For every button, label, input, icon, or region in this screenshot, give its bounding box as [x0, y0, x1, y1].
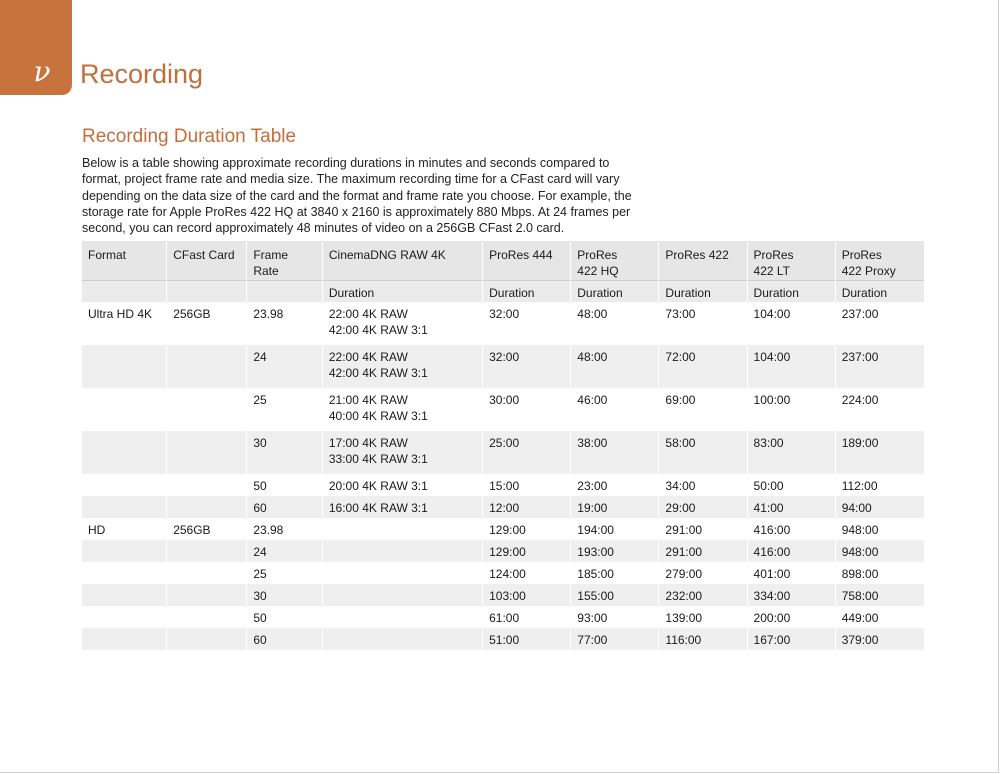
cell-cfast-card [167, 606, 247, 628]
column-header-prores-422: ProRes 422 [659, 241, 747, 280]
table-row [82, 474, 925, 496]
cell-format [82, 431, 167, 474]
cell-format [82, 474, 167, 496]
table-header-row [82, 241, 925, 280]
empty-cell [247, 280, 323, 302]
cell-cinemadng-raw-4k [322, 518, 482, 540]
cell-cfast-card: 256GB [167, 302, 247, 345]
raw-duration-line: 33:00 4K RAW 3:1 [328, 452, 428, 466]
cell-prores-422: 58:00 [659, 431, 747, 474]
table-row [82, 540, 925, 562]
empty-cell [82, 280, 167, 302]
cell-prores-422-proxy: 237:00 [835, 345, 924, 388]
cell-prores-422-hq: 48:00 [571, 302, 659, 345]
duration-label: Duration [483, 280, 571, 302]
cell-prores-444: 32:00 [483, 345, 571, 388]
raw-duration-line: 42:00 4K RAW 3:1 [328, 366, 428, 380]
cell-prores-422: 279:00 [659, 562, 747, 584]
cell-format: HD [82, 518, 167, 540]
cell-frame-rate: 24 [247, 540, 323, 562]
cell-prores-444: 32:00 [483, 302, 571, 345]
cell-cinemadng-raw-4k [322, 562, 482, 584]
cell-frame-rate: 30 [247, 431, 323, 474]
empty-cell [167, 280, 247, 302]
cell-frame-rate: 50 [247, 606, 323, 628]
cell-prores-422-proxy: 758:00 [835, 584, 924, 606]
duration-label: Duration [835, 280, 924, 302]
duration-label: Duration [659, 280, 747, 302]
cell-frame-rate: 23.98 [247, 302, 323, 345]
cell-prores-422: 232:00 [659, 584, 747, 606]
cell-prores-422-hq: 23:00 [571, 474, 659, 496]
cell-prores-444: 103:00 [483, 584, 571, 606]
cell-format [82, 388, 167, 431]
cell-cfast-card [167, 562, 247, 584]
chapter-title: Recording [80, 59, 204, 89]
cell-cinemadng-raw-4k [322, 388, 482, 431]
table-row [82, 431, 925, 474]
cell-prores-444: 124:00 [483, 562, 571, 584]
cell-prores-422-hq: 93:00 [571, 606, 659, 628]
cell-prores-422-lt: 416:00 [747, 540, 835, 562]
cell-frame-rate: 50 [247, 474, 323, 496]
cell-prores-422-proxy: 94:00 [835, 496, 924, 518]
cell-prores-422-proxy: 948:00 [835, 518, 924, 540]
cell-prores-422-lt: 100:00 [747, 388, 835, 431]
cell-prores-422-hq: 46:00 [571, 388, 659, 431]
cell-format: Ultra HD 4K [82, 302, 167, 345]
cell-format [82, 345, 167, 388]
cell-cfast-card [167, 345, 247, 388]
column-header-format: Format [82, 241, 167, 280]
cell-cfast-card [167, 388, 247, 431]
cell-prores-422-lt: 104:00 [747, 302, 835, 345]
cell-cinemadng-raw-4k [322, 302, 482, 345]
cell-prores-444: 61:00 [483, 606, 571, 628]
cell-prores-444: 129:00 [483, 518, 571, 540]
cell-cinemadng-raw-4k [322, 540, 482, 562]
column-header-frame-rate: Frame Rate [247, 241, 323, 280]
cell-prores-422-lt: 334:00 [747, 584, 835, 606]
raw-duration-line: 16:00 4K RAW 3:1 [328, 501, 428, 515]
table-row [82, 518, 925, 540]
cell-prores-422-proxy: 379:00 [835, 628, 924, 650]
recording-duration-table [82, 241, 925, 650]
cell-prores-444: 25:00 [483, 431, 571, 474]
cell-frame-rate: 25 [247, 562, 323, 584]
cell-format [82, 584, 167, 606]
cell-prores-422-lt: 104:00 [747, 345, 835, 388]
column-header-prores-422-proxy: ProRes 422 Proxy [835, 241, 924, 280]
cell-prores-422-lt: 167:00 [747, 628, 835, 650]
cell-prores-422-hq: 194:00 [571, 518, 659, 540]
cell-prores-422: 116:00 [659, 628, 747, 650]
table-row [82, 302, 925, 345]
raw-duration-line: 21:00 4K RAW [328, 393, 408, 407]
cell-cfast-card [167, 540, 247, 562]
cell-prores-422-lt: 200:00 [747, 606, 835, 628]
cell-prores-422-hq: 185:00 [571, 562, 659, 584]
cell-prores-422-lt: 401:00 [747, 562, 835, 584]
raw-duration-line: 40:00 4K RAW 3:1 [328, 409, 428, 423]
column-header-prores-422-lt: ProRes 422 LT [747, 241, 835, 280]
cell-prores-422-hq: 77:00 [571, 628, 659, 650]
cell-prores-422: 69:00 [659, 388, 747, 431]
cell-frame-rate: 60 [247, 496, 323, 518]
cell-prores-422-hq: 19:00 [571, 496, 659, 518]
raw-duration-line: 22:00 4K RAW [328, 307, 408, 321]
table-row [82, 345, 925, 388]
section-title: Recording Duration Table [82, 126, 297, 147]
cell-prores-422: 34:00 [659, 474, 747, 496]
raw-duration-line: 17:00 4K RAW [328, 436, 408, 450]
cell-prores-422-proxy: 224:00 [835, 388, 924, 431]
cell-prores-422-proxy: 449:00 [835, 606, 924, 628]
cell-prores-422: 29:00 [659, 496, 747, 518]
cell-cfast-card [167, 496, 247, 518]
duration-subheader-row [82, 280, 925, 302]
cell-prores-422-proxy: 898:00 [835, 562, 924, 584]
cell-frame-rate: 24 [247, 345, 323, 388]
cell-cinemadng-raw-4k [322, 628, 482, 650]
cell-cfast-card [167, 474, 247, 496]
cell-cfast-card [167, 628, 247, 650]
cell-prores-422-lt: 41:00 [747, 496, 835, 518]
cell-frame-rate: 30 [247, 584, 323, 606]
cell-cfast-card [167, 431, 247, 474]
chapter-tab [0, 0, 72, 95]
cell-frame-rate: 25 [247, 388, 323, 431]
column-header-prores-422-hq: ProRes 422 HQ [571, 241, 659, 280]
cell-prores-422-hq: 155:00 [571, 584, 659, 606]
cell-prores-422-lt: 50:00 [747, 474, 835, 496]
table-row [82, 562, 925, 584]
cell-cfast-card: 256GB [167, 518, 247, 540]
cell-frame-rate: 23.98 [247, 518, 323, 540]
cell-prores-422: 139:00 [659, 606, 747, 628]
cell-prores-422: 73:00 [659, 302, 747, 345]
cell-prores-444: 51:00 [483, 628, 571, 650]
cell-cfast-card [167, 584, 247, 606]
cell-cinemadng-raw-4k [322, 496, 482, 518]
cell-prores-422: 72:00 [659, 345, 747, 388]
table-body [82, 280, 925, 650]
cell-prores-422-hq: 48:00 [571, 345, 659, 388]
cell-prores-444: 129:00 [483, 540, 571, 562]
cell-format [82, 496, 167, 518]
cell-format [82, 606, 167, 628]
cell-format [82, 540, 167, 562]
cell-prores-422: 291:00 [659, 518, 747, 540]
cell-cinemadng-raw-4k [322, 474, 482, 496]
cell-prores-444: 30:00 [483, 388, 571, 431]
cell-frame-rate: 60 [247, 628, 323, 650]
cell-cinemadng-raw-4k [322, 584, 482, 606]
cell-cinemadng-raw-4k [322, 431, 482, 474]
chapter-logo-icon: ν [33, 55, 51, 88]
cell-prores-422: 291:00 [659, 540, 747, 562]
table-row [82, 628, 925, 650]
duration-label: Duration [571, 280, 659, 302]
cell-prores-422-proxy: 948:00 [835, 540, 924, 562]
cell-prores-444: 15:00 [483, 474, 571, 496]
duration-label: Duration [322, 280, 482, 302]
raw-duration-line: 22:00 4K RAW [328, 350, 408, 364]
cell-prores-422-lt: 83:00 [747, 431, 835, 474]
cell-cinemadng-raw-4k [322, 345, 482, 388]
cell-format [82, 562, 167, 584]
column-header-cfast-card: CFast Card [167, 241, 247, 280]
table-row [82, 606, 925, 628]
duration-label: Duration [747, 280, 835, 302]
table-row [82, 496, 925, 518]
cell-prores-422-proxy: 189:00 [835, 431, 924, 474]
cell-format [82, 628, 167, 650]
cell-prores-422-proxy: 112:00 [835, 474, 924, 496]
table-row [82, 584, 925, 606]
column-header-cinemadng-raw-4k: CinemaDNG RAW 4K [322, 241, 482, 280]
cell-prores-422-lt: 416:00 [747, 518, 835, 540]
table-row [82, 388, 925, 431]
intro-paragraph: Below is a table showing approximate recording durations in minutes and seconds compared to format, project frame rate and media size. The maximum recording time for a CFast card will vary depending on the data size of the card and the format and frame rate you choose. For example, the storage rate for Apple ProRes 422 HQ at 3840 x 2160 is approximately 880 Mbps. At 24 frames per second, you can record approximately 48 minutes of video on a 256GB CFast 2.0 card. [82, 156, 632, 236]
raw-duration-line: 42:00 4K RAW 3:1 [328, 323, 428, 337]
cell-prores-422-hq: 38:00 [571, 431, 659, 474]
cell-prores-422-proxy: 237:00 [835, 302, 924, 345]
cell-prores-444: 12:00 [483, 496, 571, 518]
cell-cinemadng-raw-4k [322, 606, 482, 628]
raw-duration-line: 20:00 4K RAW 3:1 [328, 479, 428, 493]
cell-prores-422-hq: 193:00 [571, 540, 659, 562]
column-header-prores-444: ProRes 444 [483, 241, 571, 280]
